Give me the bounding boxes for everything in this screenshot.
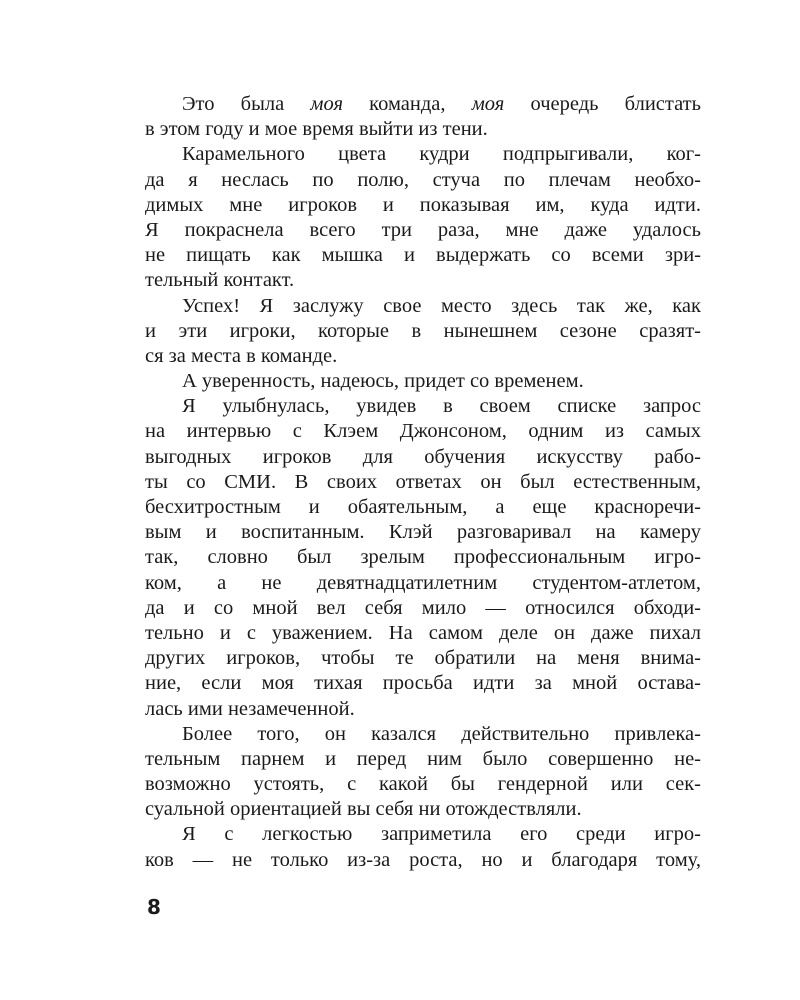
italic-word: моя (310, 93, 343, 115)
text-line: тельно и с уважением. На самом деле он даже пихал (145, 621, 701, 644)
text-fragment: очередь блистать (504, 93, 701, 115)
text-line: бесхитростным и обаятельным, а еще красноречи- (145, 496, 701, 518)
text-line: димых мне игроков и показывая им, куда идти. (145, 193, 701, 216)
text-line: ние, если моя тихая просьба идти за мной остава- (145, 672, 701, 695)
text-line: тельным парнем и перед ним было совершенно не- (145, 747, 701, 770)
text-line: Успех! Я заслужу свое место здесь так же, как (182, 294, 701, 317)
text-line: ков — не только из-за роста, но и благодаря тому, (145, 848, 701, 871)
text-fragment: Это была (182, 93, 311, 115)
text-line: ты со СМИ. В своих ответах он был естественным, (145, 470, 701, 493)
text-line: Я с легкостью заприметила его среди игро- (182, 823, 701, 846)
text-line: Более того, он казался действительно привлека- (182, 722, 701, 745)
text-line: так, словно был зрелым профессиональным игро- (145, 546, 701, 569)
text-line: других игроков, чтобы те обратили на меня внима- (145, 647, 701, 670)
text-line: на интервью с Клэем Джонсоном, одним из самых (145, 420, 701, 443)
text-line: в этом году и мое время выйти из тени. (145, 118, 488, 141)
text-line: возможно устоять, с какой бы гендерной или сек- (145, 773, 701, 796)
page-number: 8 (147, 895, 161, 919)
text-line: да и со мной вел себя мило — относился обходи- (145, 596, 701, 619)
text-fragment: команда, (342, 93, 472, 115)
text-line: суальной ориентацией вы себя ни отождествляли. (145, 798, 582, 821)
body-text (145, 92, 701, 873)
text-line: тельный контакт. (145, 269, 295, 292)
text-line: А уверенность, надеюсь, придет со временем. (182, 370, 584, 393)
text-line: выгодных игроков для обучения искусству рабо- (145, 445, 701, 468)
text-line: и эти игроки, которые в нынешнем сезоне сразят- (145, 319, 701, 342)
text-line: Я улыбнулась, увидев в своем списке запрос (182, 395, 701, 418)
italic-word: моя (471, 93, 505, 115)
text-line: Карамельного цвета кудри подпрыгивали, ког- (182, 143, 701, 166)
text-line (145, 92, 701, 117)
text-line: ком, а не девятнадцатилетним студентом-атлетом, (145, 571, 701, 594)
text-line: да я неслась по полю, стуча по плечам необхо- (145, 168, 701, 191)
text-line: Я покраснела всего три раза, мне даже удалось (145, 218, 701, 241)
text-line: лась ими незамеченной. (145, 697, 355, 720)
text-line: не пищать как мышка и выдержать со всеми зри- (145, 244, 701, 267)
text-line: вым и воспитанным. Клэй разговаривал на камеру (145, 521, 701, 544)
text-line: ся за места в команде. (145, 344, 338, 367)
